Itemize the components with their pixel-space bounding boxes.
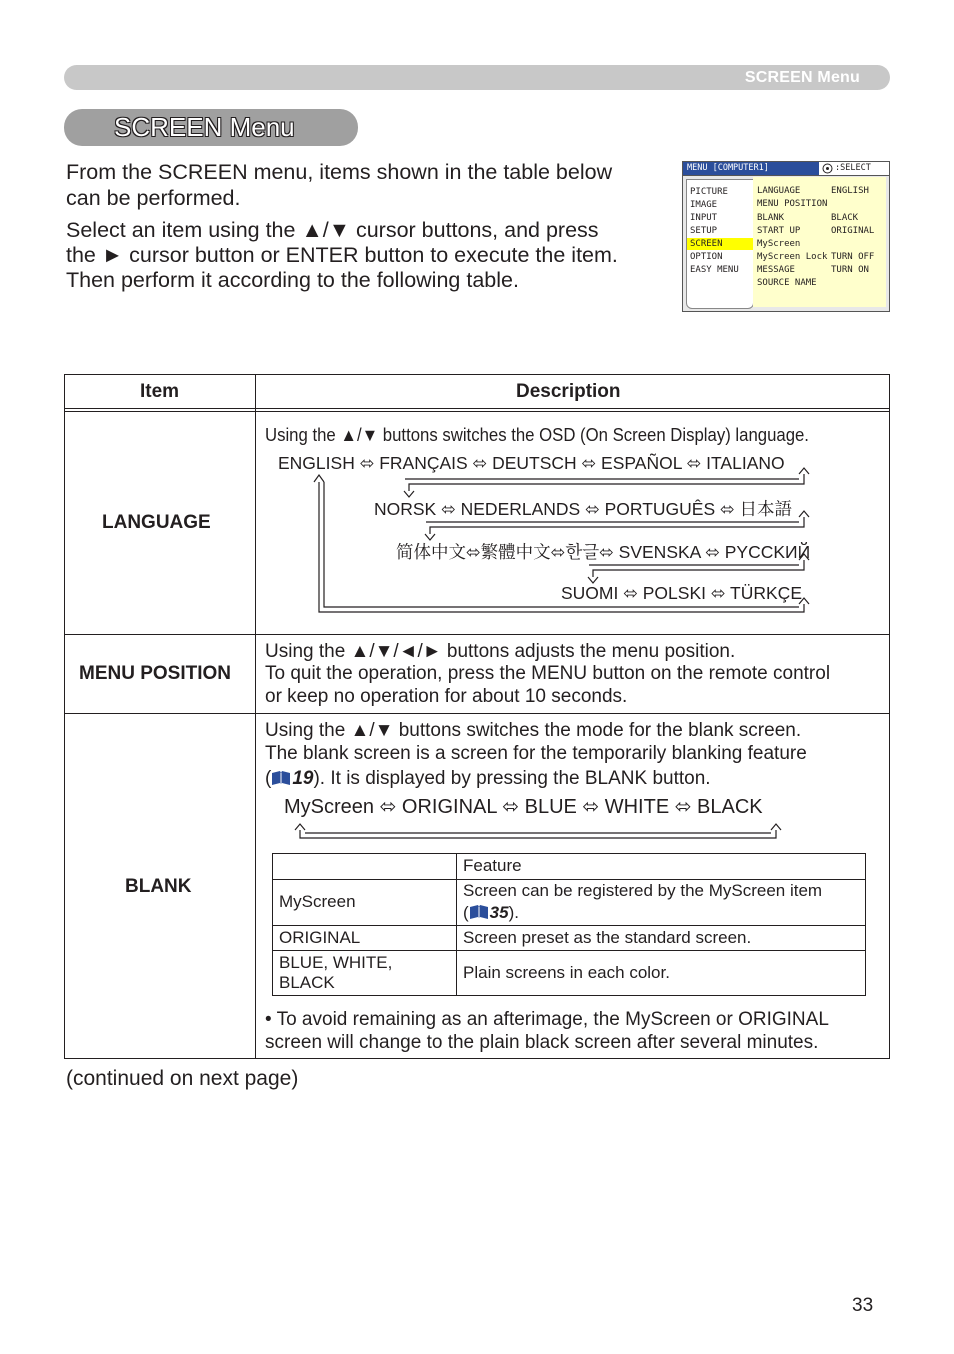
osd-item-value: TURN ON	[831, 265, 869, 275]
osd-item-name: MyScreen	[757, 239, 801, 249]
sub-feature: Screen preset as the standard screen.	[463, 928, 752, 947]
language-cycle-row: SUOMI ⬄ POLSKI ⬄ TÜRKÇE	[561, 583, 802, 603]
osd-item-value: ORIGINAL	[831, 226, 875, 236]
section-label: SCREEN Menu	[744, 69, 860, 86]
item-language: LANGUAGE	[102, 512, 211, 533]
page-title: SCREEN Menu	[114, 112, 295, 142]
blank-line: The blank screen is a screen for the temporarily blanking feature	[265, 743, 807, 764]
osd-title: MENU [COMPUTER1]	[687, 163, 769, 173]
sub-feature: Screen can be registered by the MyScreen item	[463, 881, 823, 900]
sub-column-divider	[456, 854, 457, 995]
page-number: 33	[852, 1295, 874, 1316]
sub-divider	[273, 925, 865, 926]
sub-header-feature: Feature	[463, 856, 522, 875]
osd-item-value: ENGLISH	[831, 186, 869, 196]
header-item: Item	[140, 381, 180, 402]
sub-divider	[273, 879, 865, 880]
blank-note: screen will change to the plain black screen after several minutes.	[265, 1032, 819, 1053]
intro-line: Select an item using the ▲/▼ cursor buttons, and press	[66, 218, 599, 242]
intro-line: can be performed.	[66, 186, 241, 210]
language-cycle-row: NORSK ⬄ NEDERLANDS ⬄ PORTUGUÊS ⬄ 日本語	[374, 499, 793, 519]
osd-item-name: MENU POSITION	[757, 199, 828, 209]
osd-select-label: :SELECT	[835, 163, 871, 173]
language-cycle-row: 简体中文⬄繁體中文⬄한글⬄ SVENSKA ⬄ PYCCKИЙ	[396, 542, 811, 562]
book-icon	[469, 904, 489, 920]
language-cycle-row: ENGLISH ⬄ FRANÇAIS ⬄ DEUTSCH ⬄ ESPAÑOL ⬄ ITALIANO	[278, 453, 785, 473]
item-blank: BLANK	[125, 876, 192, 897]
blank-line: Using the ▲/▼ buttons switches the mode for the blank screen.	[265, 720, 802, 741]
osd-menu-item-selected: SCREEN	[690, 239, 723, 249]
sub-mode: ORIGINAL	[279, 928, 361, 947]
sub-feature: Plain screens in each color.	[463, 963, 670, 982]
osd-item-name: MESSAGE	[757, 265, 795, 275]
osd-menu-item: INPUT	[690, 213, 718, 223]
sub-divider	[273, 950, 865, 951]
intro-line: From the SCREEN menu, items shown in the table below	[66, 160, 613, 184]
osd-item-name: SOURCE NAME	[757, 278, 817, 288]
blank-cycle: MyScreen ⬄ ORIGINAL ⬄ BLUE ⬄ WHITE ⬄ BLACK	[284, 796, 763, 818]
language-description: Using the ▲/▼ buttons switches the OSD (On Screen Display) language.	[265, 425, 809, 445]
blank-line: ( 19). It is displayed by pressing the BLANK button.	[265, 768, 711, 789]
sub-mode: BLUE, WHITE,	[279, 953, 393, 972]
osd-item-name: BLANK	[757, 213, 785, 223]
osd-item-name: MyScreen Lock	[757, 252, 828, 262]
osd-menu-item: EASY MENU	[690, 265, 739, 275]
osd-menu-item: PICTURE	[690, 187, 728, 197]
osd-item-value: TURN OFF	[831, 252, 875, 262]
osd-item-name: LANGUAGE	[757, 186, 801, 196]
osd-menu-item: OPTION	[690, 252, 723, 262]
intro-line: Then perform it according to the following table.	[66, 268, 519, 292]
menu-position-line: or keep no operation for about 10 seconds.	[265, 686, 628, 707]
osd-menu-item: IMAGE	[690, 200, 718, 210]
blank-note: • To avoid remaining as an afterimage, the MyScreen or ORIGINAL	[265, 1009, 829, 1030]
page-reference[interactable]: 35	[489, 903, 509, 922]
osd-item-name: START UP	[757, 226, 801, 236]
continued-note: (continued on next page)	[66, 1067, 299, 1090]
intro-line: the ► cursor button or ENTER button to execute the item.	[66, 243, 618, 267]
item-menu-position: MENU POSITION	[79, 663, 232, 684]
page-reference[interactable]: 19	[292, 768, 314, 789]
book-icon	[271, 769, 291, 785]
sub-mode: BLACK	[279, 973, 335, 992]
header-description: Description	[516, 381, 621, 402]
menu-position-line: Using the ▲/▼/◄/► buttons adjusts the menu position.	[265, 641, 736, 662]
sub-mode: MyScreen	[279, 892, 356, 911]
sub-feature: ( 35).	[463, 903, 519, 922]
menu-position-line: To quit the operation, press the MENU button on the remote control	[265, 663, 831, 684]
osd-item-value: BLACK	[831, 213, 859, 223]
osd-menu-item: SETUP	[690, 226, 718, 236]
